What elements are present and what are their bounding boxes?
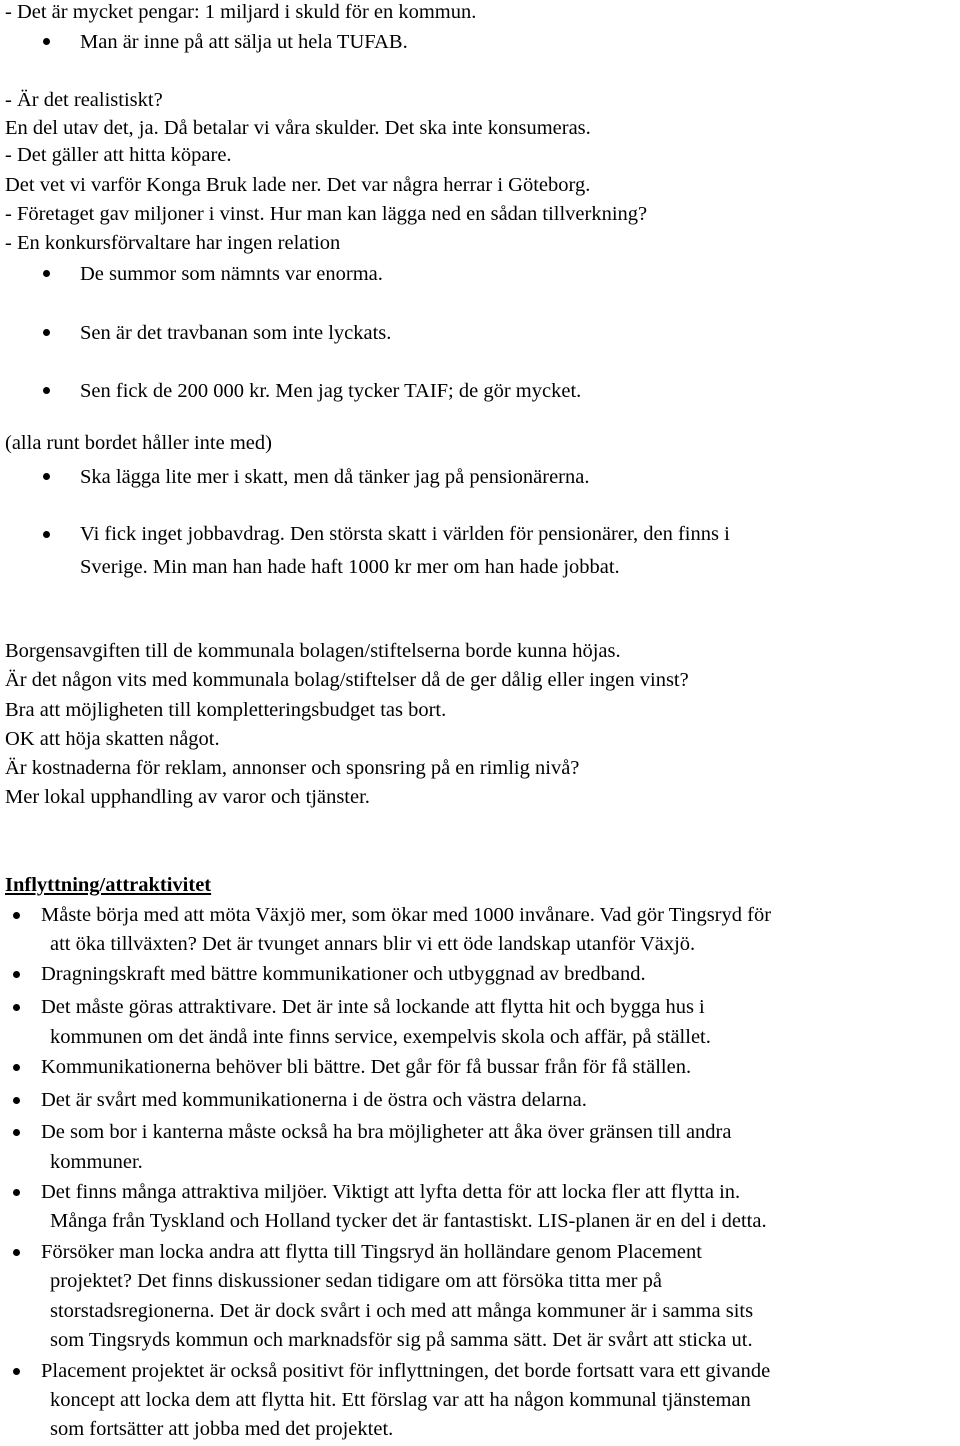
- text-line: Många från Tyskland och Holland tycker det är fantastiskt. LIS-planen är en del i detta.: [50, 1210, 767, 1232]
- text-line: projektet? Det finns diskussioner sedan tidigare om att försöka titta mer på: [50, 1270, 662, 1292]
- text-line: att öka tillväxten? Det är tvunget annars blir vi ett öde landskap utanför Växjö.: [50, 933, 696, 955]
- text-line: Sen är det travbanan som inte lyckats.: [80, 322, 392, 344]
- bullet-icon: [13, 971, 20, 978]
- bullet-icon: [43, 531, 50, 538]
- text-line: Sverige. Min man han hade haft 1000 kr mer om han hade jobbat.: [80, 556, 620, 578]
- bullet-icon: [13, 1129, 20, 1136]
- text-line: Måste börja med att möta Växjö mer, som ökar med 1000 invånare. Vad gör Tingsryd för: [41, 904, 772, 926]
- text-line: Mer lokal upphandling av varor och tjänster.: [5, 786, 370, 808]
- text-line: Sen fick de 200 000 kr. Men jag tycker TAIF; de gör mycket.: [80, 380, 582, 402]
- text-line: - En konkursförvaltare har ingen relation: [5, 232, 341, 254]
- text-line: som fortsätter att jobba med det projektet.: [50, 1418, 394, 1440]
- section-heading: Inflyttning/attraktivitet: [5, 874, 212, 896]
- bullet-icon: [13, 1189, 20, 1196]
- text-line: Vi fick inget jobbavdrag. Den största skatt i världen för pensionärer, den finns i: [80, 523, 730, 545]
- text-line: Är det någon vits med kommunala bolag/stiftelser då de ger dålig eller ingen vinst?: [5, 669, 689, 691]
- text-line: Det finns många attraktiva miljöer. Viktigt att lyfta detta för att locka fler att flytta in.: [41, 1181, 741, 1203]
- bullet-icon: [43, 329, 50, 336]
- text-line: (alla runt bordet håller inte med): [5, 432, 272, 454]
- bullet-icon: [13, 1249, 20, 1256]
- bullet-icon: [43, 270, 50, 277]
- text-line: Det är svårt med kommunikationerna i de östra och västra delarna.: [41, 1089, 587, 1111]
- bullet-icon: [13, 912, 20, 919]
- text-line: storstadsregionerna. Det är dock svårt i och med att många kommuner är i samma sits: [50, 1300, 754, 1322]
- bullet-icon: [43, 38, 50, 45]
- text-line: - Är det realistiskt?: [5, 89, 163, 111]
- text-line: kommunen om det ändå inte finns service, exempelvis skola och affär, på stället.: [50, 1026, 711, 1048]
- bullet-icon: [43, 387, 50, 394]
- text-line: kommuner.: [50, 1151, 143, 1173]
- bullet-icon: [13, 1097, 20, 1104]
- bullet-icon: [13, 1004, 20, 1011]
- text-line: Kommunikationerna behöver bli bättre. Det går för få bussar från för få ställen.: [41, 1056, 692, 1078]
- text-line: Bra att möjligheten till kompletteringsbudget tas bort.: [5, 699, 447, 721]
- text-line: Dragningskraft med bättre kommunikationer och utbyggnad av bredband.: [41, 963, 646, 985]
- text-line: Borgensavgiften till de kommunala bolagen/stiftelserna borde kunna höjas.: [5, 640, 621, 662]
- text-line: Det måste göras attraktivare. Det är inte så lockande att flytta hit och bygga hus i: [41, 996, 705, 1018]
- text-line: De summor som nämnts var enorma.: [80, 263, 383, 285]
- text-line: - Det är mycket pengar: 1 miljard i skuld för en kommun.: [5, 1, 477, 23]
- text-line: Det vet vi varför Konga Bruk lade ner. Det var några herrar i Göteborg.: [5, 174, 591, 196]
- text-line: - Det gäller att hitta köpare.: [5, 144, 232, 166]
- text-line: Är kostnaderna för reklam, annonser och sponsring på en rimlig nivå?: [5, 757, 580, 779]
- text-line: som Tingsryds kommun och marknadsför sig på samma sätt. Det är svårt att sticka ut.: [50, 1329, 753, 1351]
- text-line: Ska lägga lite mer i skatt, men då tänker jag på pensionärerna.: [80, 466, 590, 488]
- bullet-icon: [13, 1064, 20, 1071]
- text-line: De som bor i kanterna måste också ha bra möjligheter att åka över gränsen till andra: [41, 1121, 732, 1143]
- text-line: Placement projektet är också positivt för inflyttningen, det borde fortsatt vara ett givande: [41, 1360, 771, 1382]
- text-line: OK att höja skatten något.: [5, 728, 220, 750]
- text-line: En del utav det, ja. Då betalar vi våra skulder. Det ska inte konsumeras.: [5, 117, 591, 139]
- text-line: - Företaget gav miljoner i vinst. Hur man kan lägga ned en sådan tillverkning?: [5, 203, 648, 225]
- bullet-icon: [13, 1368, 20, 1375]
- text-line: Försöker man locka andra att flytta till Tingsryd än holländare genom Placement: [41, 1241, 702, 1263]
- bullet-icon: [43, 473, 50, 480]
- text-line: Man är inne på att sälja ut hela TUFAB.: [80, 31, 408, 53]
- text-line: koncept att locka dem att flytta hit. Ett förslag var att ha någon kommunal tjänsteman: [50, 1389, 751, 1411]
